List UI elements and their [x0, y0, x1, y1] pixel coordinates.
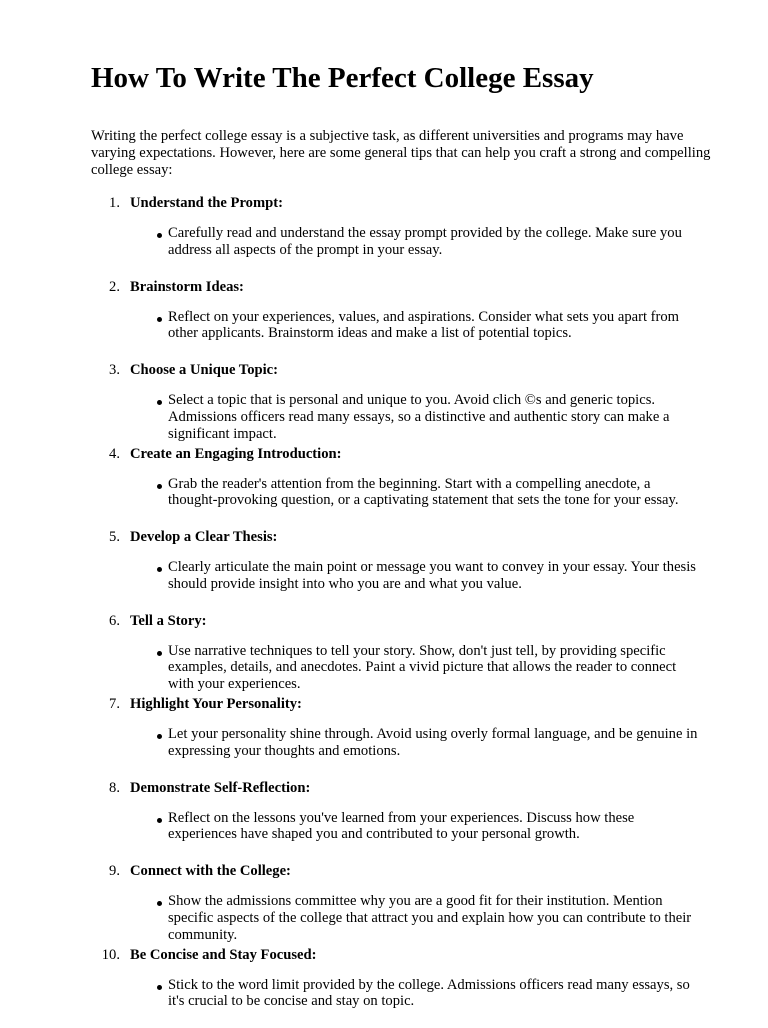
list-item-heading [0, 193, 768, 213]
list-item [0, 193, 768, 277]
bullet-text: Stick to the word limit provided by the college. Admissions officers read many essays, so it's crucial to be concise and stay on topic. [168, 977, 703, 1011]
list-item-title: Demonstrate Self-Reflection: [130, 778, 310, 798]
bullet-text: Select a topic that is personal and unique to you. Avoid clich ©s and generic topics. Admissions officers read many essays, so a distinctive and authentic story can make a significant impact. [168, 392, 703, 442]
list-item [0, 527, 768, 611]
bullet-text: Grab the reader's attention from the beginning. Start with a compelling anecdote, a thought-provoking question, or a captivating statement that sets the tone for your essay. [168, 476, 703, 510]
list-item-title: Highlight Your Personality: [130, 694, 302, 714]
bullet-icon [157, 484, 162, 489]
list-item-heading [0, 694, 768, 714]
list-item-number: 10. [102, 945, 120, 965]
bullet-text: Use narrative techniques to tell your story. Show, don't just tell, by providing specific examples, details, and anecdotes. Paint a vivid picture that allows the reader to connect with your experiences. [168, 643, 703, 693]
list-item [0, 277, 768, 361]
list-item-number: 4. [109, 444, 120, 464]
list-item [0, 778, 768, 862]
page-title: How To Write The Perfect College Essay [91, 60, 594, 96]
bullet-icon [157, 901, 162, 906]
list-item-heading [0, 527, 768, 547]
list-item [0, 611, 768, 695]
list-item [0, 861, 768, 945]
list-item-heading [0, 611, 768, 631]
bullet-text: Carefully read and understand the essay prompt provided by the college. Make sure you address all aspects of the prompt in your essay. [168, 225, 703, 259]
bullet-text: Show the admissions committee why you are a good fit for their institution. Mention specific aspects of the college that attract you and explain how you can contribute to their community. [168, 893, 703, 943]
list-item-heading [0, 945, 768, 965]
list-item-number: 5. [109, 527, 120, 547]
list-item [0, 444, 768, 528]
list-item-number: 1. [109, 193, 120, 213]
list-item-title: Choose a Unique Topic: [130, 360, 278, 380]
list-item-title: Create an Engaging Introduction: [130, 444, 342, 464]
bullet-icon [157, 651, 162, 656]
list-item-number: 9. [109, 861, 120, 881]
bullet-icon [157, 985, 162, 990]
list-item-number: 8. [109, 778, 120, 798]
bullet-icon [157, 317, 162, 322]
list-item [0, 945, 768, 1028]
bullet-icon [157, 233, 162, 238]
tips-list [0, 193, 768, 1028]
list-item-number: 2. [109, 277, 120, 297]
bullet-text: Reflect on the lessons you've learned from your experiences. Discuss how these experiences have shaped you and contributed to your personal growth. [168, 810, 703, 844]
list-item-title: Understand the Prompt: [130, 193, 283, 213]
list-item-heading [0, 444, 768, 464]
list-item-heading [0, 778, 768, 798]
bullet-icon [157, 818, 162, 823]
list-item-number: 3. [109, 360, 120, 380]
list-item [0, 360, 768, 444]
intro-paragraph: Writing the perfect college essay is a subjective task, as different universities and programs may have varying expectations. However, here are some general tips that can help you craft a strong and compelling college essay: [91, 128, 731, 179]
list-item-title: Brainstorm Ideas: [130, 277, 244, 297]
list-item-title: Be Concise and Stay Focused: [130, 945, 316, 965]
list-item-heading [0, 861, 768, 881]
list-item-heading [0, 277, 768, 297]
list-item-number: 7. [109, 694, 120, 714]
list-item-title: Connect with the College: [130, 861, 291, 881]
bullet-icon [157, 567, 162, 572]
bullet-icon [157, 734, 162, 739]
bullet-icon [157, 400, 162, 405]
list-item [0, 694, 768, 778]
list-item-heading [0, 360, 768, 380]
bullet-text: Reflect on your experiences, values, and aspirations. Consider what sets you apart from other applicants. Brainstorm ideas and make a list of potential topics. [168, 309, 703, 343]
bullet-text: Let your personality shine through. Avoid using overly formal language, and be genuine in expressing your thoughts and emotions. [168, 726, 703, 760]
list-item-number: 6. [109, 611, 120, 631]
list-item-title: Develop a Clear Thesis: [130, 527, 277, 547]
list-item-title: Tell a Story: [130, 611, 206, 631]
bullet-text: Clearly articulate the main point or message you want to convey in your essay. Your thesis should provide insight into who you are and what you value. [168, 559, 703, 593]
